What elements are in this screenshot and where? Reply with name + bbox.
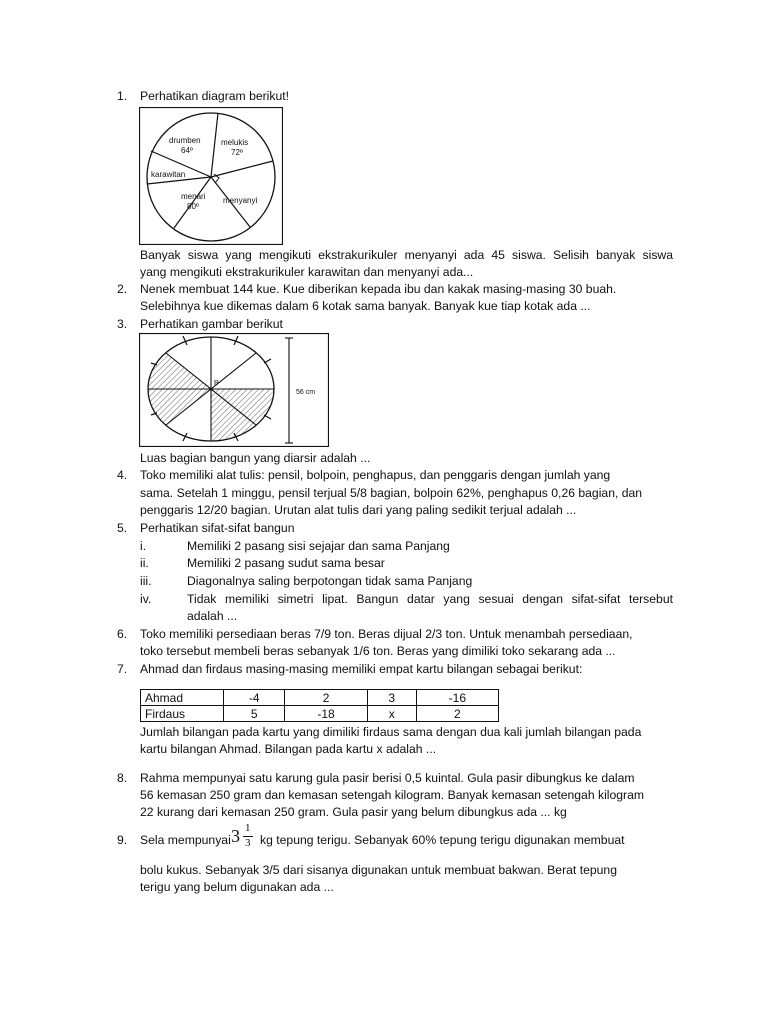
q9-fraction-denominator: 3 bbox=[245, 837, 251, 849]
drumben-degree: 64º bbox=[181, 146, 193, 155]
diameter-label: 56 cm bbox=[296, 389, 316, 396]
q4-number: 4. bbox=[117, 468, 128, 482]
center-label: P bbox=[214, 380, 219, 387]
q7-number: 7. bbox=[117, 662, 128, 676]
q9-mixed-whole: 3 bbox=[231, 826, 240, 846]
q9-pre: Sela mempunyai bbox=[140, 833, 231, 847]
q7-line1: Jumlah bilangan pada kartu yang dimiliki firdaus sama dengan dua kali jumlah bilangan pada bbox=[140, 725, 642, 739]
karawitan-label: karawitan bbox=[151, 170, 186, 179]
q9-fraction-numerator: 1 bbox=[245, 822, 251, 834]
q5-prompt: Perhatikan sifat-sifat bangun bbox=[140, 521, 295, 535]
q8-line3: 22 kurang dari kemasan 250 gram. Gula pasir yang belum dibungkus ada ... kg bbox=[140, 805, 567, 819]
row-name: Firdaus bbox=[141, 706, 224, 722]
card-cell: -16 bbox=[416, 690, 498, 706]
sector-line bbox=[211, 113, 218, 177]
q3-number: 3. bbox=[117, 317, 128, 331]
card-cell: x bbox=[367, 706, 416, 722]
shaded-sector bbox=[148, 389, 211, 425]
q6-line1: Toko memiliki persediaan beras 7/9 ton. Beras dijual 2/3 ton. Untuk menambah persediaan, bbox=[140, 627, 633, 641]
q9-post: kg tepung terigu. Sebanyak 60% tepung terigu digunakan membuat bbox=[260, 833, 625, 847]
melukis-degree: 72º bbox=[231, 148, 243, 157]
q5-item-roman: ii. bbox=[140, 556, 149, 570]
q9-line3: terigu yang belum digunakan ada ... bbox=[140, 880, 334, 894]
card-cell: -18 bbox=[285, 706, 367, 722]
pie-diagram bbox=[139, 107, 283, 245]
q5-number: 5. bbox=[117, 521, 128, 535]
q4-line2: sama. Setelah 1 minggu, pensil terjual 5/8 bagian, bolpoin 62%, penghapus 0,26 bagian, dan bbox=[140, 486, 643, 500]
q8-line2: 56 kemasan 250 gram dan kemasan setengah kilogram. Banyak kemasan setengah kilogram bbox=[140, 788, 645, 802]
number-cards-table bbox=[140, 689, 499, 722]
table-row bbox=[141, 690, 499, 706]
card-cell: 3 bbox=[367, 690, 416, 706]
q1-prompt: Perhatikan diagram berikut! bbox=[140, 89, 290, 103]
q8-number: 8. bbox=[117, 771, 128, 785]
q5-item-text: Memiliki 2 pasang sudut sama besar bbox=[187, 556, 385, 570]
melukis-label: melukis bbox=[221, 138, 249, 147]
q2-line1: Nenek membuat 144 kue. Kue diberikan kepada ibu dan kakak masing-masing 30 buah. bbox=[140, 282, 617, 296]
q5-item-text: Tidak memiliki simetri lipat. Bangun datar yang sesuai dengan sifat-sifat tersebut bbox=[187, 592, 673, 606]
q7-prompt: Ahmad dan firdaus masing-masing memiliki empat kartu bilangan sebagai berikut: bbox=[140, 662, 583, 676]
q5-continuation: adalah ... bbox=[187, 609, 238, 623]
q1-number: 1. bbox=[117, 89, 128, 103]
q9-line2: bolu kukus. Sebanyak 3/5 dari sisanya digunakan untuk membuat bakwan. Berat tepung bbox=[140, 863, 617, 877]
q2-number: 2. bbox=[117, 282, 128, 296]
card-cell: 5 bbox=[224, 706, 285, 722]
card-cell: -4 bbox=[224, 690, 285, 706]
q5-item-roman: i. bbox=[140, 539, 147, 553]
q7-line2: kartu bilangan Ahmad. Bilangan pada kartu x adalah ... bbox=[140, 742, 437, 756]
q5-item-text: Memiliki 2 pasang sisi sejajar dan sama Panjang bbox=[187, 539, 450, 553]
row-name: Ahmad bbox=[141, 690, 224, 706]
q1-body-line1: Banyak siswa yang mengikuti ekstrakurikuler menyanyi ada 45 siswa. Selisih banyak siswa bbox=[140, 248, 673, 262]
q1-body-line2: yang mengikuti ekstrakurikuler karawitan dan menyanyi ada... bbox=[140, 265, 474, 279]
shaded-sector bbox=[148, 353, 211, 389]
q3-body: Luas bagian bangun yang diarsir adalah ... bbox=[140, 451, 371, 465]
q4-line1: Toko memiliki alat tulis: pensil, bolpoin, penghapus, dan penggaris dengan jumlah yang bbox=[140, 468, 611, 482]
q5-item-roman: iv. bbox=[140, 592, 152, 606]
menyanyi-label: menyanyi bbox=[223, 196, 258, 205]
sector-line bbox=[211, 161, 273, 177]
table-row bbox=[141, 706, 499, 722]
q5-item-roman: iii. bbox=[140, 574, 152, 588]
q6-number: 6. bbox=[117, 627, 128, 641]
q2-line2: Selebihnya kue dikemas dalam 6 kotak sama banyak. Banyak kue tiap kotak ada ... bbox=[140, 299, 591, 313]
q3-prompt: Perhatikan gambar berikut bbox=[140, 317, 283, 331]
q5-item-text: Diagonalnya saling berpotongan tidak sama Panjang bbox=[187, 574, 473, 588]
shaded-circle-figure bbox=[139, 333, 329, 447]
card-cell: 2 bbox=[285, 690, 367, 706]
menari-degree: 80º bbox=[187, 202, 199, 211]
drumben-label: drumben bbox=[169, 136, 201, 145]
q8-line1: Rahma mempunyai satu karung gula pasir berisi 0,5 kuintal. Gula pasir dibungkus ke dalam bbox=[140, 771, 635, 785]
q9-number: 9. bbox=[117, 833, 128, 847]
q4-line3: penggaris 12/20 bagian. Urutan alat tulis dari yang paling sedikit terjual adalah ... bbox=[140, 503, 577, 517]
q6-line2: toko tersebut membeli beras sebanyak 1/6 ton. Beras yang dimiliki toko sekarang ada ... bbox=[140, 644, 616, 658]
menari-label: menari bbox=[181, 192, 206, 201]
card-cell: 2 bbox=[416, 706, 498, 722]
